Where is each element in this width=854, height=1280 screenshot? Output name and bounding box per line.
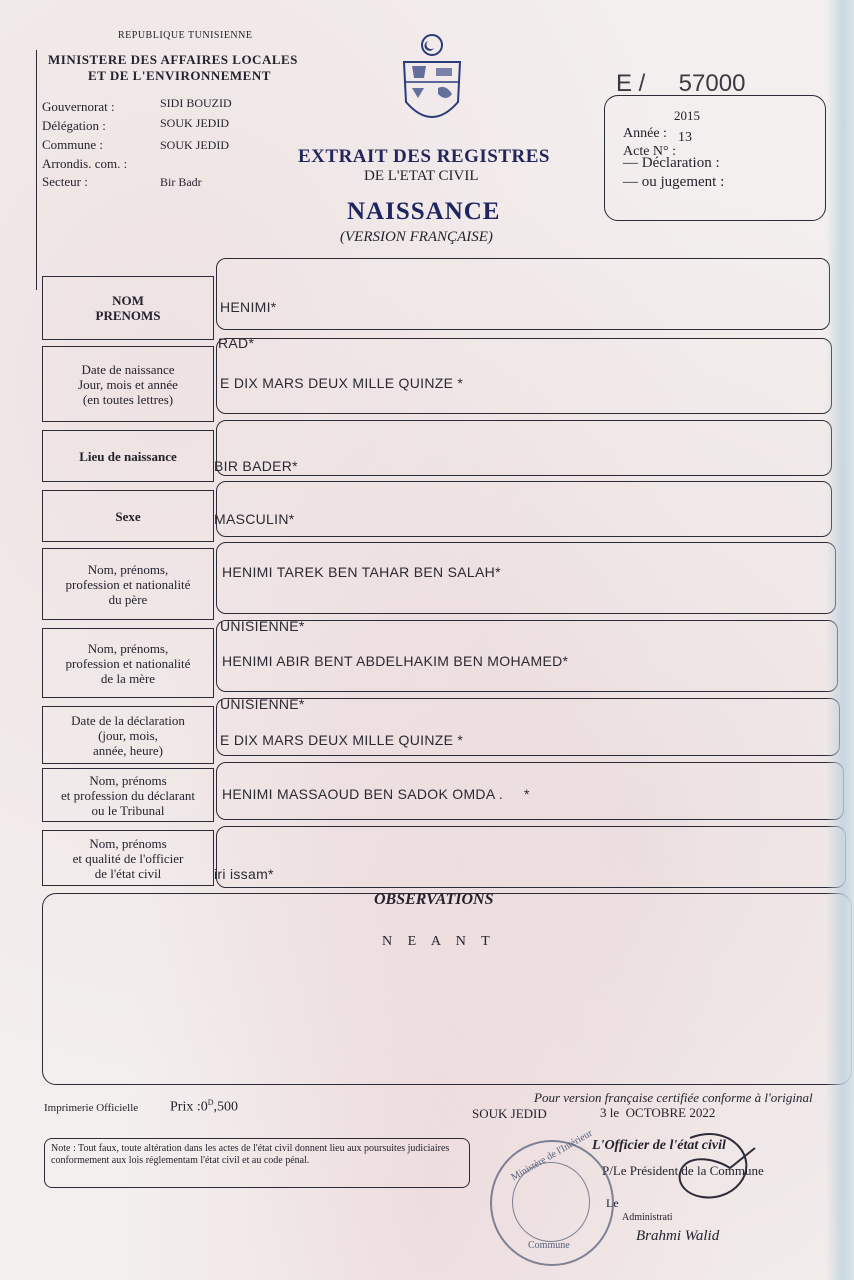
sexe-value: MASCULIN*: [214, 511, 295, 527]
prix-label: Prix $:0^D,500$: [170, 1098, 239, 1115]
secteur-value: Bir Badr: [160, 175, 202, 189]
mere-label: Nom, prénoms, profession et nationalité de la mère: [65, 640, 191, 686]
officier-signature-title: L'Officier de l'état civil: [592, 1138, 726, 1153]
lieu-label-box: [42, 430, 214, 482]
declarant-label-box: [42, 768, 214, 822]
title-etat-civil: DE L'ETAT CIVIL: [364, 168, 479, 184]
coat-of-arms-icon: [398, 32, 466, 138]
legal-note: Note : Tout faux, toute altération dans les actes de l'état civil donnent lieu aux poursuites judiciaires conformement aux lois réglementam l'état civil et au code pénal.: [51, 1143, 450, 1166]
officier-value: iri issam*: [214, 866, 274, 882]
declarant-value: HENIMI MASSAOUD BEN SADOK OMDA . *: [222, 786, 530, 802]
stamp-bottom-text: Commune: [528, 1240, 570, 1251]
annee-value: 2015: [674, 108, 700, 123]
mere-value: HENIMI ABIR BENT ABDELHAKIM BEN MOHAMED*: [222, 653, 569, 669]
annee-label: Année :: [623, 126, 667, 141]
signature-icon: [660, 1128, 770, 1218]
signatory-line-1: Le: [606, 1196, 619, 1210]
lieu-label: Lieu de naissance: [79, 448, 177, 464]
mere-nationalite: UNISIENNE*: [220, 696, 305, 712]
sexe-value-box: [216, 481, 832, 537]
arrondis-label: Arrondis. com. :: [42, 156, 128, 171]
president-label: P/Le Président de la Commune: [602, 1163, 764, 1178]
nom-value: HENIMI*: [220, 299, 277, 315]
sexe-label: Sexe: [115, 508, 141, 524]
pere-value: HENIMI TAREK BEN TAHAR BEN SALAH*: [222, 564, 501, 580]
delegation-label: Délégation :: [42, 118, 106, 133]
pere-label-box: [42, 548, 214, 620]
issue-date: 3 le OCTOBRE 2022: [600, 1105, 716, 1120]
observations-title: OBSERVATIONS: [374, 891, 494, 908]
stamp-text: Ministère de l'Intérieur: [509, 1127, 595, 1184]
lieu-value-box: [216, 420, 832, 476]
lieu-value: BIR BADER*: [214, 458, 298, 474]
declaration-label: Date de la déclaration (jour, mois, année, heure): [71, 712, 185, 758]
pere-nationalite: UNISIENNE*: [220, 618, 305, 634]
sexe-label-box: [42, 490, 214, 542]
date-naissance-value: E DIX MARS DEUX MILLE QUINZE *: [220, 375, 464, 391]
title-version: (VERSION FRANÇAISE): [340, 229, 493, 245]
date-naissance-label: Date de naissance Jour, mois et année (en toutes lettres): [78, 361, 178, 407]
acte-value: 13: [678, 130, 692, 145]
margin-rule: [36, 50, 37, 290]
legal-note-box: [44, 1138, 470, 1188]
gouvernorat-value: SIDI BOUZID: [160, 96, 232, 110]
officier-label-box: [42, 830, 214, 886]
prix-value: Prix :0: [170, 1099, 208, 1115]
jugement-type-label: — ou jugement :: [623, 174, 725, 190]
prenoms-value: RAD*: [218, 335, 255, 351]
declaration-label-box: [42, 706, 214, 764]
observations-content: N E A N T: [382, 934, 496, 949]
nom-prenoms-label-box: [42, 276, 214, 340]
gouvernorat-label: Gouvernorat :: [42, 99, 115, 114]
ministere-heading-1: MINISTERE DES AFFAIRES LOCALES: [48, 52, 298, 67]
mere-label-box: [42, 628, 214, 698]
issue-place: SOUK JEDID: [472, 1106, 547, 1121]
commune-value: SOUK JEDID: [160, 138, 229, 152]
date-naissance-label-box: [42, 346, 214, 422]
pere-label: Nom, prénoms, profession et nationalité du père: [65, 561, 191, 607]
declarant-label: Nom, prénoms et profession du déclarant ou le Tribunal: [61, 772, 195, 818]
delegation-value: SOUK JEDID: [160, 116, 229, 130]
certification-text: Pour version française certifiée conforme à l'original: [534, 1090, 813, 1105]
nom-prenoms-value-box: [216, 258, 830, 330]
secteur-label: Secteur :: [42, 174, 88, 189]
imprimerie-label: Imprimerie Officielle: [44, 1102, 139, 1114]
signatory-line-2: Administrati: [622, 1212, 673, 1223]
prix-suffix: 500: [217, 1099, 239, 1115]
document-edge-strip: [826, 0, 854, 1280]
title-naissance: NAISSANCE: [347, 198, 501, 225]
ministere-heading-2: ET DE L'ENVIRONNEMENT: [88, 68, 271, 83]
signatory-name: Brahmi Walid: [636, 1228, 720, 1244]
acte-label: Acte N° :: [623, 144, 677, 159]
nom-label: NOM: [112, 293, 144, 308]
commune-label: Commune :: [42, 137, 104, 152]
declaration-type-label: — Déclaration :: [623, 155, 720, 171]
reference-number: E / 57000: [616, 70, 746, 97]
observations-box: [42, 893, 852, 1085]
prenoms-label: PRENOMS: [95, 308, 161, 323]
republique-heading: REPUBLIQUE TUNISIENNE: [118, 30, 253, 41]
officier-label: Nom, prénoms et qualité de l'officier de l'état civil: [72, 835, 184, 881]
declaration-value: E DIX MARS DEUX MILLE QUINZE *: [220, 732, 464, 748]
title-extrait: EXTRAIT DES REGISTRES: [298, 146, 550, 167]
officier-value-box: [216, 826, 846, 888]
